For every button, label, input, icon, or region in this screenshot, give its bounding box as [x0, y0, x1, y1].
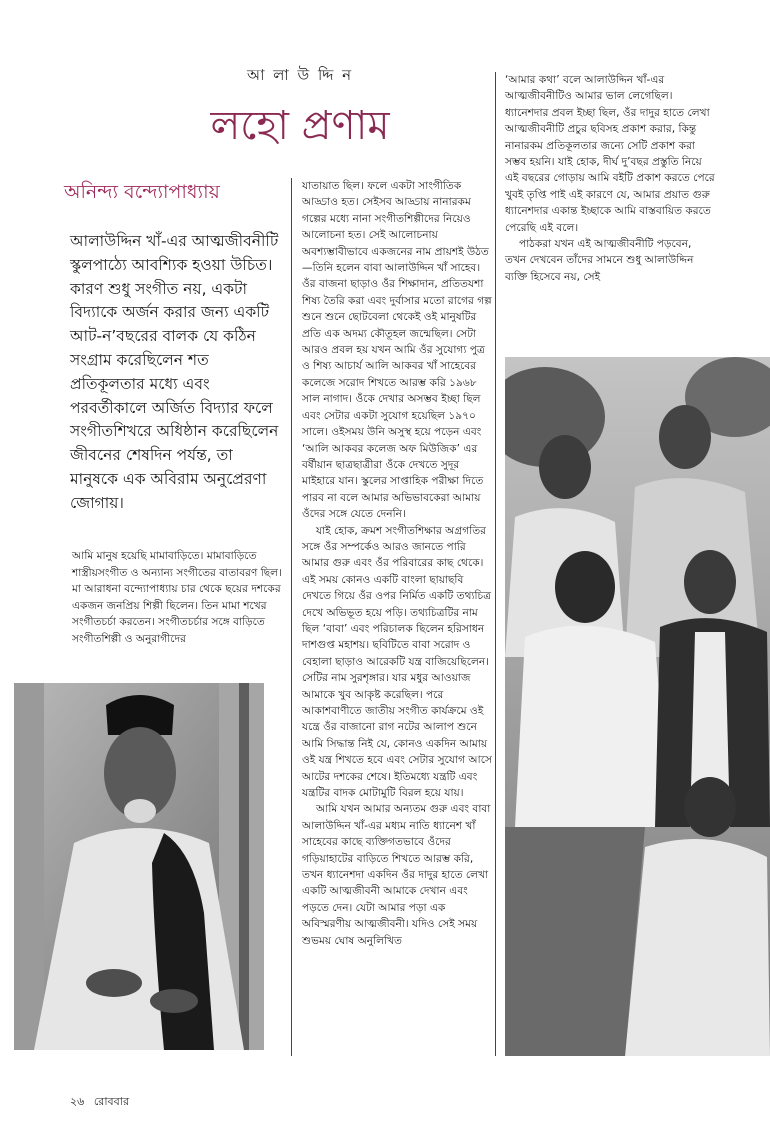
- portrait-photo-alauddin: [14, 683, 264, 1050]
- column-divider-left: [291, 178, 292, 1056]
- article-title: লহো প্রণাম: [210, 103, 390, 149]
- portrait-photo-graphic: [14, 683, 264, 1050]
- author-byline: অনিন্দ্য বন্দ্যোপাধ্যায়: [64, 181, 220, 203]
- column-3-body: [505, 72, 715, 285]
- page-number: ২৬: [70, 1095, 85, 1108]
- column-2-paragraph: আমি যখন আমার অন্যতম গুরু এবং বাবা আলাউদ্দিন খাঁ-এর মধ্যম নাতি ধ্যানেশ খাঁ সাহেবের কাছে ব্যক্তিগতভাবে ওঁদের গড়িয়াহাটের বাড়িতে শিখতে আরম্ভ করি, তখন ধ্যানেশদা একদিন ওঁর দাদুর হাতে লেখা একটি আত্মজীবনী আমাকে দেখান এবং পড়তে দেন। যেটা আমার পড়া এক অবিস্মরণীয় আত্মজীবনী। যদিও সেই সময় শুভময় ঘোষ অনুলিখিত: [302, 803, 491, 947]
- column-2-paragraph: যাই হোক, ক্রমশ সংগীতশিক্ষার অগ্রগতির সঙ্গে ওঁর সম্পর্কেও আরও জানতে পারি আমার গুরু এবং ওঁর পরিবারের কাছ থেকে। এই সময় কোনও একটি বাংলা ছায়াছবি দেখতে গিয়ে ওঁর ওপর নির্মিত একটি তথ্যচিত্র দেখে অভিভূত হয়ে পড়ি। তথ্যচিত্রটির নাম ছিল ‘বাবা’ এবং পরিচালক ছিলেন হরিসাধন দাশগুপ্ত মহাশয়। ছবিটিতে বাবা সরোদ ও বেহালা ছাড়াও আরেকটি যন্ত্র বাজিয়েছিলেন। সেটির নাম সুরশৃঙ্গার। যার মধুর আওয়াজ আমাকে খুব আকৃষ্ট করেছিল। পরে আকাশবাণীতে জাতীয় সংগীত কার্যক্রমে ওই যন্ত্রে ওঁর বাজানো রাগ নটের আলাপ শুনে আমি সিদ্ধান্ত নিই যে, কোনও একদিন আমায় ওই যন্ত্র শিখতে হবে এবং সেটার সুযোগ আসে আটের দশকের শেষে। ইতিমধ্যে যন্ত্রটি এবং যন্ত্রটির বাদক মোটামুটি বিরল হয়ে যায়।: [302, 524, 492, 800]
- lead-paragraph: আলাউদ্দিন খাঁ-এর আত্মজীবনীটি স্কুলপাঠ্যে আবশ্যিক হওয়া উচিত। কারণ শুধু সংগীত নয়, একটা বিদ্যাকে অর্জন করার জন্য একটি আট-ন’বছরের বালক যে কঠিন সংগ্রাম করেছিলেন শত প্রতিকূলতার মধ্যে এবং পরবর্তীকালে অর্জিত বিদ্যার ফলে সংগীতশিখরে অধিষ্ঠান করেছিলেন জীবনের শেষদিন পর্যন্ত, তা মানুষকে এক অবিরাম অনুপ্রেরণা জোগায়।: [70, 232, 279, 512]
- column-3-paragraph: ‘আমার কথা’ বলে আলাউদ্দিন খাঁ-এর আত্মজীবনীটিও আমার ভাল লেগেছিল। ধ্যানেশদার প্রবল ইচ্ছা ছিল, ওঁর দাদুর হাতে লেখা আত্মজীবনীটি প্রচুর ছবিসহ প্রকাশ করার, কিন্তু নানারকম প্রতিকূলতার জন্যে সেটি প্রকাশ করা সম্ভব হয়নি। যাই হোক, দীর্ঘ দু’বছর প্রস্তুতি নিয়ে এই বছরের গোড়ায় আমি বইটি প্রকাশ করতে পেরে খুবই তৃপ্তি পাই এই কারণে যে, আমার প্রয়াত গুরু ধ্যানেশদার একান্ত ইচ্ছাকে আমি বাস্তবায়িত করতে পেরেছি এই বলে।: [505, 74, 715, 234]
- group-photo-graphic: [505, 357, 770, 1056]
- column-divider-right: [495, 72, 496, 1056]
- column-2-body: [302, 178, 492, 949]
- magazine-name: রোববার: [93, 1095, 130, 1108]
- column-2-paragraph: যাতায়াত ছিল। ফলে একটা সাংগীতিক আড্ডাও হত। সেইসব আড্ডায় নানারকম গল্পের মধ্যে নানা সংগীতশিল্পীদের নিয়েও আলোচনা হত। সেই আলোচনায় অবশ্যম্ভাবীভাবে একজনের নাম প্রায়শই উঠত—তিনি হলেন বাবা আলাউদ্দিন খাঁ সাহেব। ওঁর বাজনা ছাড়াও ওঁর শিক্ষাদান, প্রতিতযশা শিষ্য তৈরি করা এবং দুর্বাসার মতো রাগের গল্প শুনে শুনে ছোটবেলা থেকেই ওই মানুষটির প্রতি এক অদম্য কৌতূহল জন্মেছিল। সেটা আরও প্রবল হয় যখন আমি ওঁর সুযোগ্য পুত্র ও শিষ্য আচার্য আলি আকবর খাঁ সাহেবের কলেজে সরোদ শিখতে আরম্ভ করি ১৯৬৮ সাল নাগাদ। ওঁকে দেখার অসম্ভব ইচ্ছা ছিল এবং সেটার একটা সুযোগ হয়েছিল ১৯৭০ সালে। ওইসময় উনি অসুস্থ হয়ে পড়েন এবং ‘আলি আকবর কলেজ অফ মিউজিক’ এর বর্ষীয়ান ছাত্রছাত্রীরা ওঁকে দেখতে সুদূর মাইহারে যান। স্কুলের সাপ্তাহিক পরীক্ষা দিতে পারব না বলে আমার অভিভাবকেরা আমায় ওঁদের সঙ্গে যেতে দেননি।: [302, 180, 492, 521]
- group-photo-disciples: [505, 357, 770, 1056]
- column-1-paragraph: আমি মানুষ হয়েছি মামাবাড়িতে। মামাবাড়িতে শাস্ত্রীয়সংগীত ও অন্যান্য সংগীতের বাতাবরণ ছিল। মা আরাধনা বন্দ্যোপাধ্যায় চার থেকে ছয়ের দশকের একজন জনপ্রিয় শিল্পী ছিলেন। তিন মামা শখের সংগীতচর্চা করতেন। সংগীতচর্চার সঙ্গে বাড়িতে সংগীতশিল্পী ও অনুরাগীদের: [72, 550, 282, 645]
- column-1-body: [72, 548, 284, 648]
- section-kicker: আ লা উ দ্দি ন: [246, 66, 354, 84]
- page-footer: [70, 1093, 129, 1112]
- column-3-paragraph: পাঠকরা যখন এই আত্মজীবনীটি পড়বেন, তখন দেখবেন তাঁদের সামনে শুধু আলাউদ্দিন ব্যক্তি হিসেবে নয়, সেই: [505, 238, 694, 283]
